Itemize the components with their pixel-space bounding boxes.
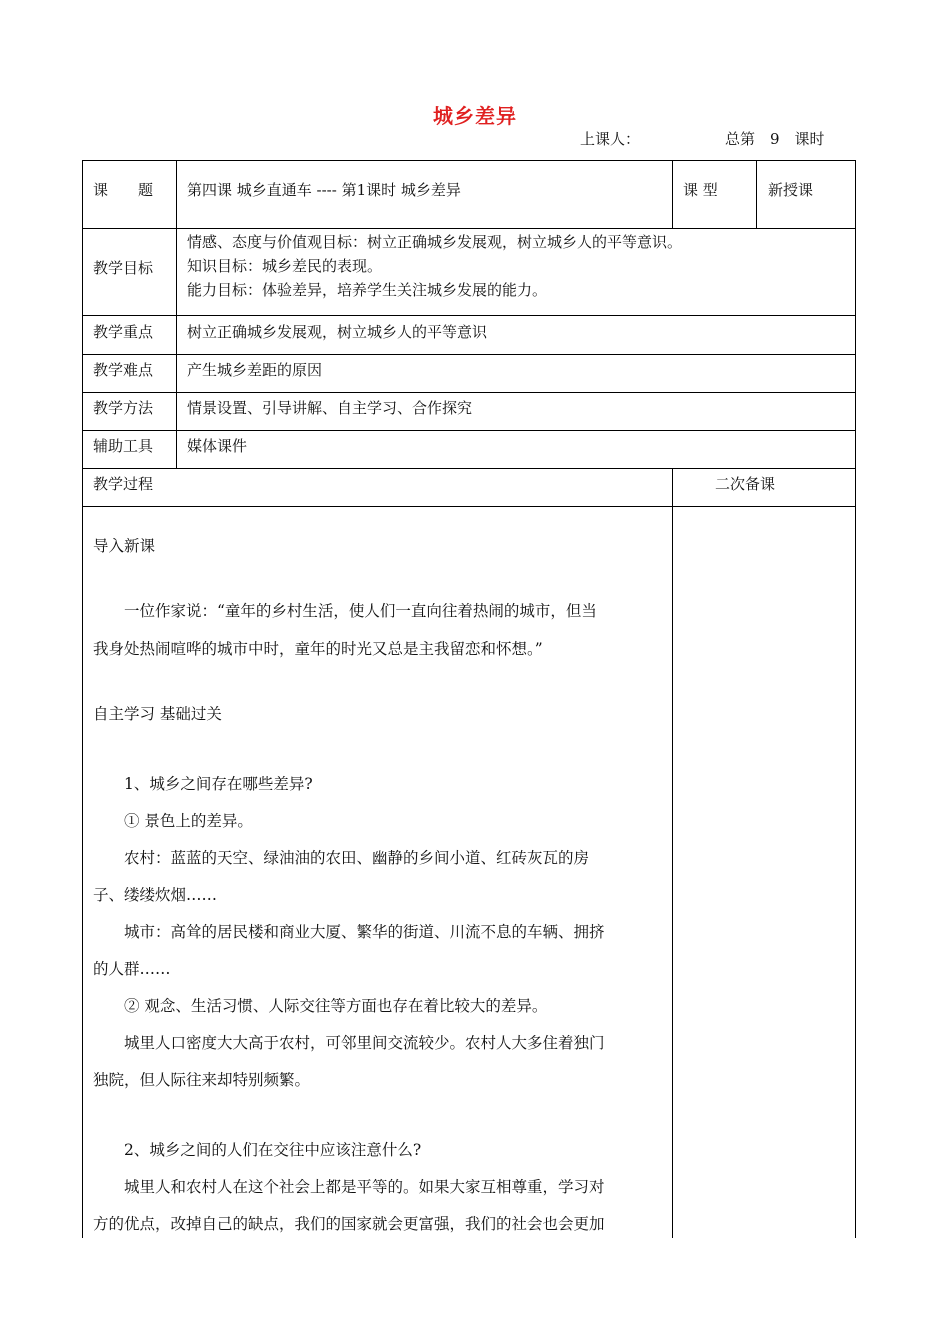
process-label: 教学过程 [93, 475, 154, 493]
goals-list [187, 230, 682, 302]
text-line: 我身处热闹喧哗的城市中时，童年的时光又总是主我留恋和怀想。” [93, 640, 543, 658]
text-line: 城里人口密度大大高于农村，可邻里间交流较少。农村人大多住着独门 [93, 1034, 605, 1052]
second-prep-label: 二次备课 [715, 475, 776, 493]
type-label: 课 型 [683, 181, 718, 199]
table-rule [83, 315, 855, 316]
table-rule [756, 160, 757, 228]
text-line: 方的优点，改掉自己的缺点，我们的国家就会更富强，我们的社会也会更加 [93, 1215, 605, 1233]
goal-line: 知识目标：城乡差民的表现。 [187, 257, 383, 275]
text-line: ② 观念、生活习惯、人际交往等方面也存在着比较大的差异。 [93, 997, 548, 1015]
tools-value: 媒体课件 [187, 437, 248, 455]
table-rule [83, 354, 855, 355]
table-rule [83, 392, 855, 393]
table-rule [83, 160, 855, 161]
tools-label: 辅助工具 [93, 437, 154, 455]
type-value: 新授课 [768, 181, 814, 199]
method-label: 教学方法 [93, 399, 154, 417]
topic-value: 第四课 城乡直通车 ---- 第1课时 城乡差异 [187, 181, 461, 199]
text-line: 1、城乡之间存在哪些差异? [93, 775, 313, 793]
text-line: 城市：高耸的居民楼和商业大厦、繁华的街道、川流不息的车辆、拥挤 [93, 923, 605, 941]
text-line: ① 景色上的差异。 [93, 812, 253, 830]
table-rule [672, 160, 673, 228]
text-line: 子、缕缕炊烟…… [93, 886, 218, 904]
difficulty-value: 产生城乡差距的原因 [187, 361, 323, 379]
lesson-count: 总第 9 课时 [725, 130, 825, 148]
text-line: 独院，但人际往来却特别频繁。 [93, 1071, 311, 1089]
key-label: 教学重点 [93, 323, 154, 341]
intro-heading: 导入新课 [93, 537, 156, 555]
table-rule [672, 468, 673, 1238]
topic-label: 课 题 [93, 181, 154, 199]
method-value: 情景设置、引导讲解、自主学习、合作探究 [187, 399, 473, 417]
self-study-heading: 自主学习 基础过关 [93, 705, 222, 723]
question-2-block [93, 1132, 663, 1243]
lesson-plan-table [82, 160, 856, 1238]
table-rule [83, 468, 855, 469]
table-rule [83, 506, 855, 507]
teacher-label: 上课人： [580, 130, 641, 148]
text-line: 的人群…… [93, 960, 171, 978]
intro-paragraph [93, 592, 663, 668]
text-line: 农村：蓝蓝的天空、绿油油的农田、幽静的乡间小道、红砖灰瓦的房 [93, 849, 590, 867]
question-1-block [93, 766, 663, 1099]
text-line: 一位作家说：“童年的乡村生活，使人们一直向往着热闹的城市，但当 [93, 602, 597, 620]
difficulty-label: 教学难点 [93, 361, 154, 379]
key-value: 树立正确城乡发展观，树立城乡人的平等意识 [187, 323, 488, 341]
table-rule [176, 160, 177, 468]
text-line: 城里人和农村人在这个社会上都是平等的。如果大家互相尊重，学习对 [93, 1178, 605, 1196]
table-rule [83, 430, 855, 431]
goal-line: 情感、态度与价值观目标：树立正确城乡发展观，树立城乡人的平等意识。 [187, 233, 683, 251]
goals-label: 教学目标 [93, 259, 154, 277]
text-line: 2、城乡之间的人们在交往中应该注意什么? [93, 1141, 422, 1159]
page-title: 城乡差异 [433, 104, 517, 128]
goal-line: 能力目标：体验差异，培养学生关注城乡发展的能力。 [187, 281, 548, 299]
table-rule [83, 228, 855, 229]
